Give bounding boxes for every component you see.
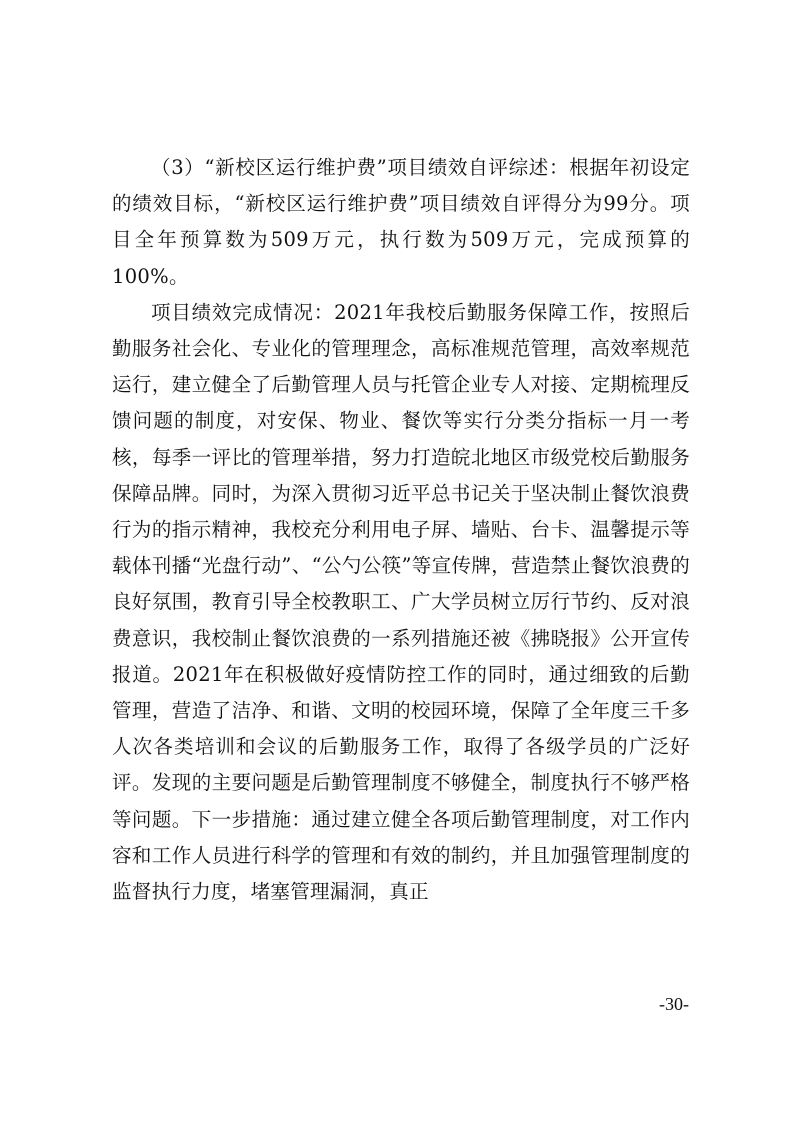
page-number: -30- xyxy=(659,994,689,1014)
document-body xyxy=(112,150,690,910)
paragraph-project-completion: 项目绩效完成情况：2021年我校后勤服务保障工作，按照后勤服务社会化、专业化的管理理念，高标准规范管理，高效率规范运行，建立健全了后勤管理人员与托管企业专人对接、定期梳理反馈问题的制度，对安保、物业、餐饮等实行分类分指标一月一考核，每季一评比的管理举措，努力打造皖北地区市级党校后勤服务保障品牌。同时，为深入贯彻习近平总书记关于坚决制止餐饮浪费行为的指示精神，我校充分利用电子屏、墙贴、台卡、温馨提示等载体刊播“光盘行动”、“公勺公筷”等宣传牌，营造禁止餐饮浪费的良好氛围，教育引导全校教职工、广大学员树立厉行节约、反对浪费意识，我校制止餐饮浪费的一系列措施还被《拂晓报》公开宣传报道。2021年在积极做好疫情防控工作的同时，通过细致的后勤管理，营造了洁净、和谐、文明的校园环境，保障了全年度三千多人次各类培训和会议的后勤服务工作，取得了各级学员的广泛好评。发现的主要问题是后勤管理制度不够健全，制度执行不够严格等问题。下一步措施：通过建立健全各项后勤管理制度，对工作内容和工作人员进行科学的管理和有效的制约，并且加强管理制度的监督执行力度，堵塞管理漏洞，真正 xyxy=(112,300,690,904)
paragraph-project-summary: （3）“新校区运行维护费”项目绩效自评综述：根据年初设定的绩效目标，“新校区运行维护费”项目绩效自评得分为99分。项目全年预算数为509万元，执行数为509万元，完成预算的100%。 xyxy=(112,156,690,288)
